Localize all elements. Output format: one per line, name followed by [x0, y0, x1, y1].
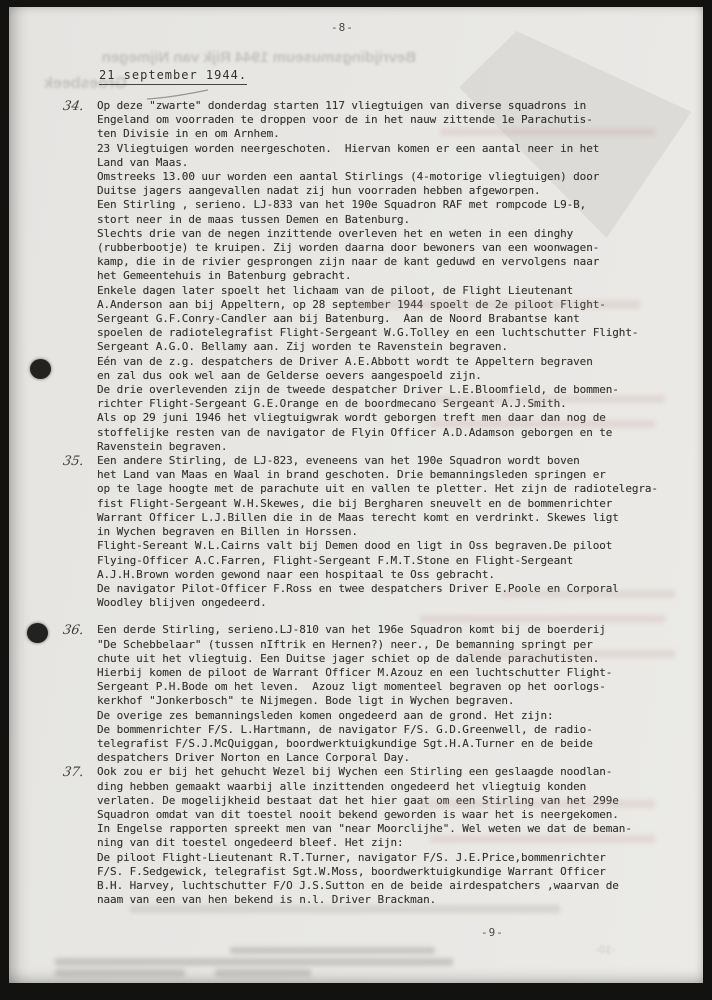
text-line: naam van een van hen bekend is n.l. Driver Brackman. — [97, 893, 437, 907]
text-line: De piloot Flight-Lieutenant R.T.Turner, navigator F/S. J.E.Price,bommenrichter — [97, 850, 606, 864]
bleedthrough-stamp-line2: Groesbeek — [44, 75, 127, 92]
text-line: despatchers Driver Norton en Lance Corporal Day. — [97, 751, 411, 765]
text-line: Engeland om voorraden te droppen voor de in het nauw zittende 1e Parachutis- — [97, 113, 593, 127]
date-heading: 21 september 1944. — [99, 68, 247, 85]
text-line: telegrafist F/S.J.McQuiggan, boordwerktuigkundige Sgt.H.A.Turner en de beide — [97, 736, 593, 750]
bleedthrough-smudge — [230, 947, 435, 954]
text-line: "De Schebbelaar" (tussen nIftrik en Hernen?) neer., De bemanning springt per — [97, 637, 593, 651]
text-line: (rubberbootje) te kruipen. Zij worden daarna door bewoners van een woonwagen- — [97, 241, 600, 255]
text-line: De navigator Pilot-Officer F.Ross en twee despatchers Driver E.Poole en Corporal — [97, 581, 619, 595]
text-line: het Gemeentehuis in Batenburg gebracht. — [97, 269, 352, 283]
text-line: stoffelijke resten van de navigator de Flyin Officer A.D.Adamson geborgen en te — [97, 425, 613, 439]
punch-hole-bottom — [27, 623, 48, 643]
bleedthrough-smudge — [420, 800, 655, 808]
text-line: Enkele dagen later spoelt het lichaam van de piloot, de Flight Lieutenant — [97, 283, 574, 297]
text-line: Woodley blijven ongedeerd. — [97, 596, 267, 610]
text-line: Sergeant P.H.Bode om het leven. Azouz ligt momenteel begraven op het oorlogs- — [97, 680, 606, 694]
text-line: Warrant Officer L.J.Billen die in de Maas terecht komt en verdrinkt. Skewes ligt — [97, 510, 619, 524]
bleedthrough-smudge — [55, 969, 185, 977]
text-line: 23 Vliegtuigen worden neergeschoten. Hiervan komen er een aantal neer in het — [97, 141, 600, 155]
text-line: het Land van Maas en Waal in brand geschoten. Drie bemanningsleden springen er — [97, 468, 606, 482]
text-line: op te lage hoogte met de parachute uit en vallen te pletter. Het zijn de radiotelegra- — [97, 482, 658, 496]
bleedthrough-smudge — [500, 590, 675, 598]
text-line: en zal dus ook wel aan de Gelderse oevers aangespoeld zijn. — [97, 368, 482, 382]
text-line: kerkhof "Jonkerbosch" te Nijmegen. Bode ligt in Wychen begraven. — [97, 694, 515, 708]
punch-hole-top — [30, 359, 51, 379]
item-text — [97, 623, 677, 765]
text-line: ding hebben gemaakt waarbij alle inzittenden ongedeerd het vliegtuig konden — [97, 779, 587, 793]
text-line: Land van Maas. — [97, 155, 189, 169]
text-line: spoelen de radiotelegrafist Flight-Sergeant W.G.Tolley en een luchtschutter Flight- — [97, 326, 639, 340]
text-line: Een derde Stirling, serieno.LJ-810 van het 196e Squadron komt bij de boerderij — [97, 623, 606, 637]
text-line: A.J.H.Brown worden gewond naar een hospitaal te Oss gebracht. — [97, 567, 495, 581]
item-text — [97, 454, 677, 610]
page-number-bottom: -9- — [481, 926, 504, 939]
text-line: ning van dit toestel ongedeerd bleef. Het zijn: — [97, 836, 404, 850]
bleedthrough-smudge — [215, 969, 311, 977]
text-line: Ravenstein begraven. — [97, 439, 228, 453]
text-line: Op deze "zwarte" donderdag starten 117 vliegtuigen van diverse squadrons in — [97, 99, 587, 112]
entries-list — [63, 99, 679, 907]
text-line: ten Divisie in en om Arnhem. — [97, 127, 280, 141]
list-item — [63, 623, 679, 765]
bleedthrough-smudge — [430, 835, 655, 843]
text-line: Ook zou er bij het gehucht Wezel bij Wychen een Stirling een geslaagde noodlan- — [97, 765, 613, 779]
text-line: kamp, die in de rivier gesprongen zijn naar de kant geduwd en vervolgens naar — [97, 255, 600, 269]
text-line: Flight-Sereant W.L.Cairns valt bij Demen dood en ligt in Oss begraven.De piloot — [97, 539, 613, 553]
text-line: in Wychen begraven en Billen in Horssen. — [97, 525, 358, 539]
bleedthrough-smudge — [350, 300, 640, 309]
text-line: Sergeant G.F.Conry-Candler aan bij Batenburg. Aan de Noord Brabantse kant — [97, 312, 580, 326]
text-line: Een Stirling , serieno. LJ-833 van het 190e Squadron RAF met rompcode L9-B, — [97, 198, 587, 212]
bleedthrough-smudge — [130, 905, 560, 913]
item-number: 37. — [61, 765, 85, 781]
text-line: richter Flight-Sergeant G.E.Orange en de boordmecano Sergeant A.J.Smith. — [97, 397, 567, 411]
bleedthrough-smudge — [440, 128, 655, 136]
text-line: Hierbij komen de piloot de Warrant Officer M.Azouz en een luchtschutter Flight- — [97, 665, 613, 679]
bleedthrough-next-page-number: -10- — [595, 944, 615, 956]
text-line: chute uit het vliegtuig. Een Duitse jager schiet op de dalende parachutisten. — [97, 651, 600, 665]
text-line: F/S. F.Sedgewick, telegrafist Sgt.W.Moss, boordwerktuigkundige Warrant Officer — [97, 864, 606, 878]
text-line: Een andere Stirling, de LJ-823, eveneens van het 190e Squadron wordt boven — [97, 454, 580, 468]
text-line: B.H. Harvey, luchtschutter F/O J.S.Sutton en de beide airdespatchers ,waarvan de — [97, 878, 619, 892]
list-item — [63, 454, 679, 610]
text-line: Als op 29 juni 1946 het vliegtuigwrak wordt geborgen treft men daar dan nog de — [97, 411, 606, 425]
bleedthrough-smudge — [470, 650, 675, 658]
text-line: Slechts drie van de negen inzittende overleven het en weten in een dinghy — [97, 226, 574, 240]
text-line: Sergeant A.G.O. Bellamy aan. Zij worden te Ravenstein begraven. — [97, 340, 508, 354]
item-number: 34. — [61, 99, 85, 114]
text-line: De overige zes bemanningsleden komen ongedeerd aan de grond. Het zijn: — [97, 708, 554, 722]
text-line: Omstreeks 13.00 uur worden een aantal Stirlings (4-motorige vliegtuigen) door — [97, 170, 600, 184]
bleedthrough-smudge — [55, 958, 453, 966]
text-line: fist Flight-Sergeant W.H.Skewes, die bij Bergharen sneuvelt en de bommenrichter — [97, 496, 613, 510]
text-line: De drie overlevenden zijn de tweede despatcher Driver L.E.Bloomfield, de bommen- — [97, 383, 619, 397]
bleedthrough-smudge — [420, 395, 665, 403]
text-line: Eén van de z.g. despatchers de Driver A.E.Abbott wordt te Appeltern begraven — [97, 354, 593, 368]
item-number: 36. — [61, 623, 85, 639]
page-number-top: -8- — [331, 21, 354, 34]
text-line: Squadron omdat van dit toestel nooit bekend geworden is waar het is neergekomen. — [97, 807, 619, 821]
text-line: Flying-Officer A.C.Farren, Flight-Sergeant F.M.T.Stone en Flight-Sergeant — [97, 553, 574, 567]
text-line: A.Anderson aan bij Appeltern, op 28 september 1944 spoelt de 2e piloot Flight- — [97, 297, 606, 311]
text-line: stort neer in de maas tussen Demen en Batenburg. — [97, 212, 411, 226]
bleedthrough-stamp-line1: Bevrijdingsmuseum 1944 Rijk van Nijmegen — [101, 49, 416, 66]
text-line: Duitse jagers aangevallen nadat zij hun voorraden hebben afgeworpen. — [97, 184, 541, 198]
text-line: verlaten. De mogelijkheid bestaat dat het hier gaat om een Stirling van het 299e — [97, 793, 619, 807]
item-number: 35. — [61, 454, 85, 470]
text-line: De bommenrichter F/S. L.Hartmann, de navigator F/S. G.D.Greenwell, de radio- — [97, 722, 593, 736]
bleedthrough-smudge — [430, 420, 655, 428]
text-line: In Engelse rapporten spreekt men van "near Moorclijhe". Wel weten we dat de beman- — [97, 822, 632, 836]
bleedthrough-smudge — [420, 615, 665, 623]
